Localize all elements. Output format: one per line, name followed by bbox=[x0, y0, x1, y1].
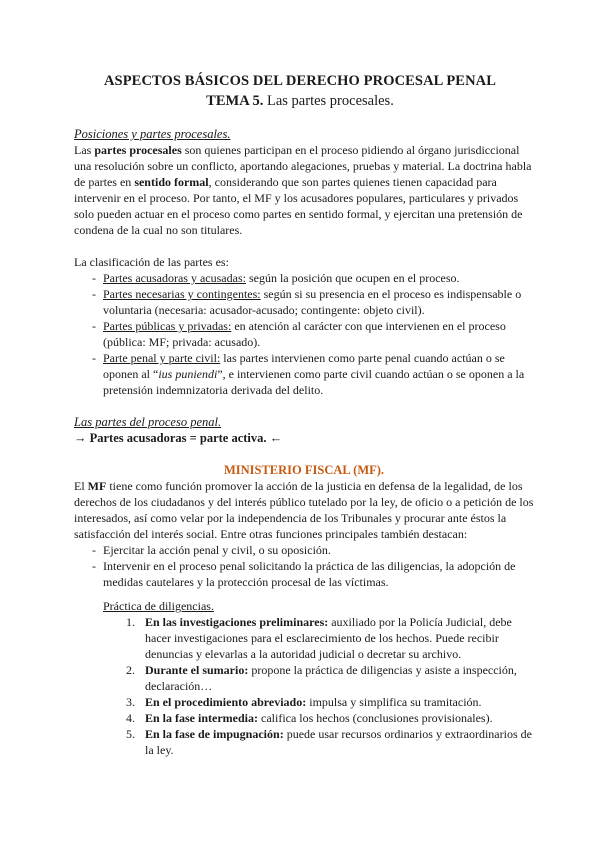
bold-term-mf: MF bbox=[87, 479, 107, 493]
list-number: 2. bbox=[126, 663, 135, 677]
list-item bbox=[74, 662, 534, 694]
diligencias-heading: Práctica de diligencias. bbox=[103, 599, 214, 613]
list-item-label: Partes necesarias y contingentes: bbox=[103, 287, 261, 301]
list-item-text: ”, e intervienen como parte civil cuando actúan o se oponen a la pretensión indemnizatoria derivada del delito. bbox=[103, 367, 525, 397]
clasificacion-list bbox=[74, 270, 534, 398]
list-item-label: En la fase de impugnación: bbox=[145, 727, 284, 741]
list-item-text: según si su presencia en el proceso es indispensable o voluntaria (necesaria: acusador-acusado; contingente: objeto civil). bbox=[103, 287, 522, 317]
list-item bbox=[74, 614, 534, 662]
subtitle-topic-number: TEMA 5. bbox=[206, 93, 264, 109]
section-heading-posiciones: Posiciones y partes procesales. bbox=[74, 127, 231, 141]
list-item-label: En el procedimiento abreviado: bbox=[145, 695, 307, 709]
arrow-subheading: → Partes acusadoras = parte activa. ← bbox=[74, 431, 283, 445]
list-item bbox=[74, 286, 534, 318]
diligencias-list bbox=[74, 614, 534, 758]
ministerio-fiscal-heading: MINISTERIO FISCAL (MF). bbox=[223, 463, 385, 477]
list-item-label: Durante el sumario: bbox=[145, 663, 249, 677]
subtitle-topic-name: Las partes procesales. bbox=[263, 93, 394, 109]
document-subtitle bbox=[0, 93, 600, 110]
list-item: - Intervenir en el proceso penal solicitando la práctica de las diligencias, la adopción de medidas cautelares y la protección procesal de las víctimas. bbox=[74, 558, 534, 590]
text-run: son quienes participan en el proceso pidiendo al órgano jurisdiccional una resolución sobre un conflicto, aportando alegaciones, pruebas y material. La doctrina habla de partes en bbox=[74, 143, 532, 189]
list-item-text: las partes intervienen como parte penal cuando actúan o se oponen al “ bbox=[103, 351, 505, 381]
list-item bbox=[74, 318, 534, 350]
paragraph-clasificacion: La clasificación de las partes es: bbox=[74, 255, 229, 269]
list-item-text: puede usar recursos ordinarios y extraordinarios de la ley. bbox=[145, 727, 532, 757]
list-item bbox=[74, 694, 534, 710]
document-title: ASPECTOS BÁSICOS DEL DERECHO PROCESAL PENAL bbox=[103, 73, 496, 89]
paragraph-ministerio-fiscal bbox=[74, 478, 534, 542]
list-number: 4. bbox=[126, 711, 135, 725]
list-item: - Ejercitar la acción penal y civil, o su oposición. bbox=[74, 542, 534, 558]
paragraph-partes-procesales bbox=[74, 142, 534, 238]
text-run: tiene como función promover la acción de la justicia en defensa de la legalidad, de los derechos de los ciudadanos y del interés público tutelado por la ley, de oficio o a petición de los interesados, así como velar por la independencia de los Tribunales y procurar ante éstos la satisfacción del interés social. Entre otras funciones principales también destacan: bbox=[74, 479, 534, 541]
list-item-text: propone la práctica de diligencias y asiste a inspección, declaración… bbox=[145, 663, 517, 693]
list-item bbox=[74, 710, 534, 726]
list-item-label: En la fase intermedia: bbox=[145, 711, 258, 725]
text-run: , considerando que son partes quienes tienen capacidad para intervenir en el proceso. Por tanto, el MF y los acusadores populares, particulares y privados solo pueden actuar en el proceso como partes en sentido formal, y ejercitan una pretensión de condena de la cual no son titulares. bbox=[74, 175, 523, 237]
list-item-label: Partes acusadoras y acusadas: bbox=[103, 271, 246, 285]
document-body bbox=[74, 126, 534, 758]
list-item-label: Partes públicas y privadas: bbox=[103, 319, 232, 333]
list-item bbox=[74, 270, 534, 286]
list-item-text: auxiliado por la Policía Judicial, debe hacer investigaciones para el esclarecimiento de los hechos. Puede recibir denuncias y elevarlas a la autoridad judicial o decretar su archivo. bbox=[145, 615, 512, 661]
bold-term-partes-procesales: partes procesales bbox=[94, 143, 182, 157]
list-item-text: en atención al carácter con que intervienen en el proceso (pública: MF; privada: acusado). bbox=[103, 319, 506, 349]
italic-term-ius-puniendi: ius puniendi bbox=[158, 367, 218, 381]
list-item-text: impulsa y simplifica su tramitación. bbox=[306, 695, 482, 709]
list-item bbox=[74, 726, 534, 758]
list-item-label: Parte penal y parte civil: bbox=[103, 351, 221, 365]
list-number: 3. bbox=[126, 695, 135, 709]
section-heading-partes-proceso-penal: Las partes del proceso penal. bbox=[74, 415, 222, 429]
mf-functions-list bbox=[74, 542, 534, 590]
list-item-label: En las investigaciones preliminares: bbox=[145, 615, 329, 629]
list-item-text: califica los hechos (conclusiones provisionales). bbox=[258, 711, 493, 725]
text-run: El bbox=[74, 479, 88, 493]
list-item bbox=[74, 350, 534, 398]
list-number: 1. bbox=[126, 615, 135, 629]
list-number: 5. bbox=[126, 727, 135, 741]
text-run: Las bbox=[74, 143, 95, 157]
bold-term-sentido-formal: sentido formal bbox=[134, 175, 209, 189]
list-item-text: según la posición que ocupen en el proceso. bbox=[245, 271, 460, 285]
